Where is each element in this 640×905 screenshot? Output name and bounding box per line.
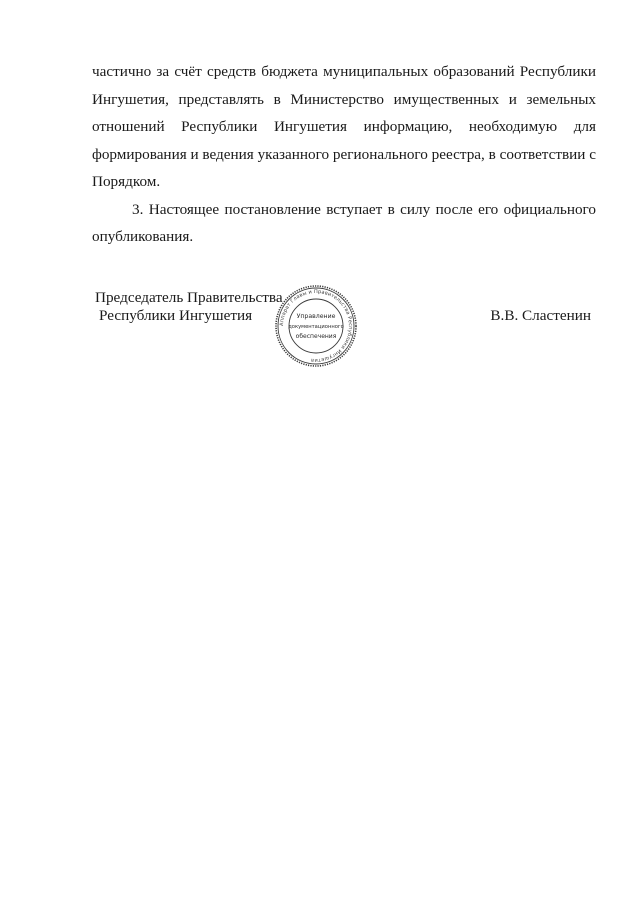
signatory-name: В.В. Сластенин	[490, 307, 591, 324]
paragraph-item-3: 3. Настоящее постановление вступает в силу после его официального опубликования.	[92, 200, 596, 245]
stamp-ring-text: Аппарат Главы и Правительства Республики Ингушетия	[278, 288, 354, 364]
stamp-inner-line2: документационного	[288, 324, 344, 330]
signature-block	[92, 284, 596, 364]
signatory-title-line2: Республики Ингушетия	[99, 307, 253, 324]
official-stamp-icon	[274, 284, 358, 368]
paragraph-continuation: частично за счёт средств бюджета муниципальных образований Республики Ингушетия, представлять в Министерство имущественных и земельных отношений Республики Ингушетия информацию, необходимую для формирования и ведения указанного регионального реестра, в соответствии с Порядком.	[92, 63, 596, 190]
stamp-inner-line3: обеспечения	[295, 333, 337, 340]
document-body	[92, 58, 596, 251]
stamp-inner-line1: Управление	[296, 313, 336, 320]
signatory-title-line1: Председатель Правительства	[95, 289, 283, 306]
